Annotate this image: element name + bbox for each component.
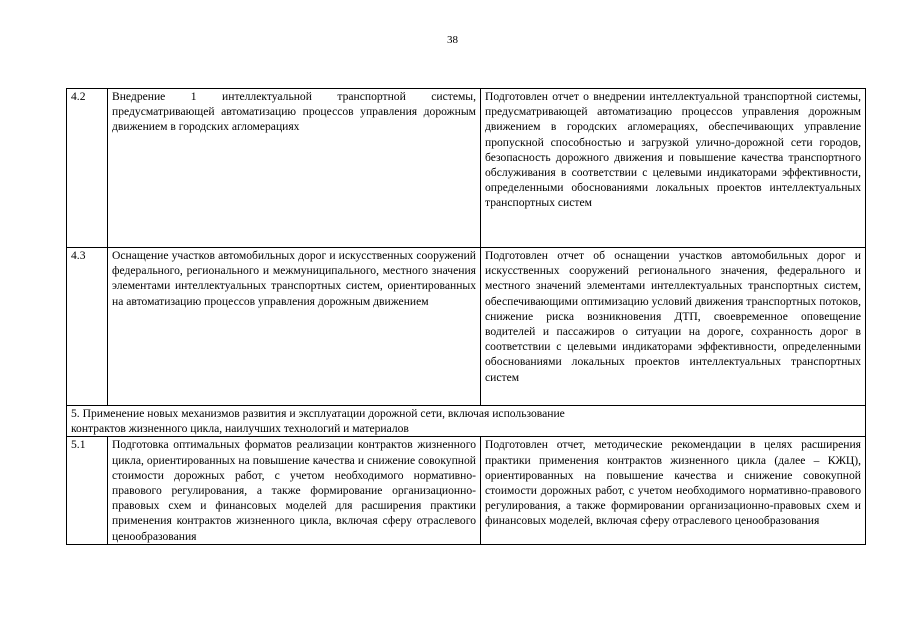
section-heading-line-1: 5. Применение новых механизмов развития и эксплуатации дорожной сети, включая использование xyxy=(71,407,565,420)
result-cell: Подготовлен отчет об оснащении участков автомобильных дорог и искусственных сооружений регионального значения, федерального и местного значений элементами интеллектуальных транспортных систем, обеспечивающими оптимизацию условий движения транспортных потоков, снижение риска возникновения ДТП, своевременное оповещение водителей и пассажиров о ситуации на дороге, сохранность дорог в соответствии с целевыми индикаторами эффективности, определенными обоснованиями локальных проектов интеллектуальных транспортных систем xyxy=(481,248,866,406)
table-row xyxy=(67,89,866,248)
section-row xyxy=(67,406,866,437)
table-row xyxy=(67,248,866,406)
table-row xyxy=(67,437,866,544)
row-number: 5.1 xyxy=(67,437,108,544)
page-number: 38 xyxy=(447,34,458,46)
row-number: 4.3 xyxy=(67,248,108,406)
task-cell: Внедрение 1 интеллектуальной транспортной системы, предусматривающей автоматизацию процессов управления дорожным движением в городских агломерациях xyxy=(108,89,481,248)
task-cell: Подготовка оптимальных форматов реализации контрактов жизненного цикла, ориентированных на повышение качества и снижение совокупной стоимости дорожных работ, с учетом необходимого нормативно-правового регулирования, а также формирование организационно-правовых схем и финансовых моделей для расширения практики применения контрактов жизненного цикла, включая сферу отраслевого ценообразования xyxy=(108,437,481,544)
row-number: 4.2 xyxy=(67,89,108,248)
section-heading-line-2: контрактов жизненного цикла, наилучших технологий и материалов xyxy=(71,422,409,436)
result-cell: Подготовлен отчет о внедрении интеллектуальной транспортной системы, предусматривающей автоматизацию процессов управления дорожным движением в городских агломерациях, обеспечивающих управление пропускной способностью и загрузкой улично-дорожной сети городов, безопасность дорожного движения и повышение качества транспортного обслуживания в соответствии с целевыми индикаторами эффективности, определенными обоснованиями локальных проектов интеллектуальных транспортных систем xyxy=(481,89,866,248)
result-cell: Подготовлен отчет, методические рекомендации в целях расширения практики применения контрактов жизненного цикла (далее – КЖЦ), ориентированных на повышение качества и снижение совокупной стоимости дорожных работ, с учетом необходимого нормативно-правового регулирования, а также формировании организационно-правовых схем и финансовых моделей, включая сферу отраслевого ценообразования xyxy=(481,437,866,544)
task-cell: Оснащение участков автомобильных дорог и искусственных сооружений федерального, регионального и межмуниципального, местного значения элементами интеллектуальных транспортных систем, ориентированных на автоматизацию процессов управления дорожным движением xyxy=(108,248,481,406)
section-heading xyxy=(67,406,866,437)
measures-table xyxy=(66,88,866,545)
